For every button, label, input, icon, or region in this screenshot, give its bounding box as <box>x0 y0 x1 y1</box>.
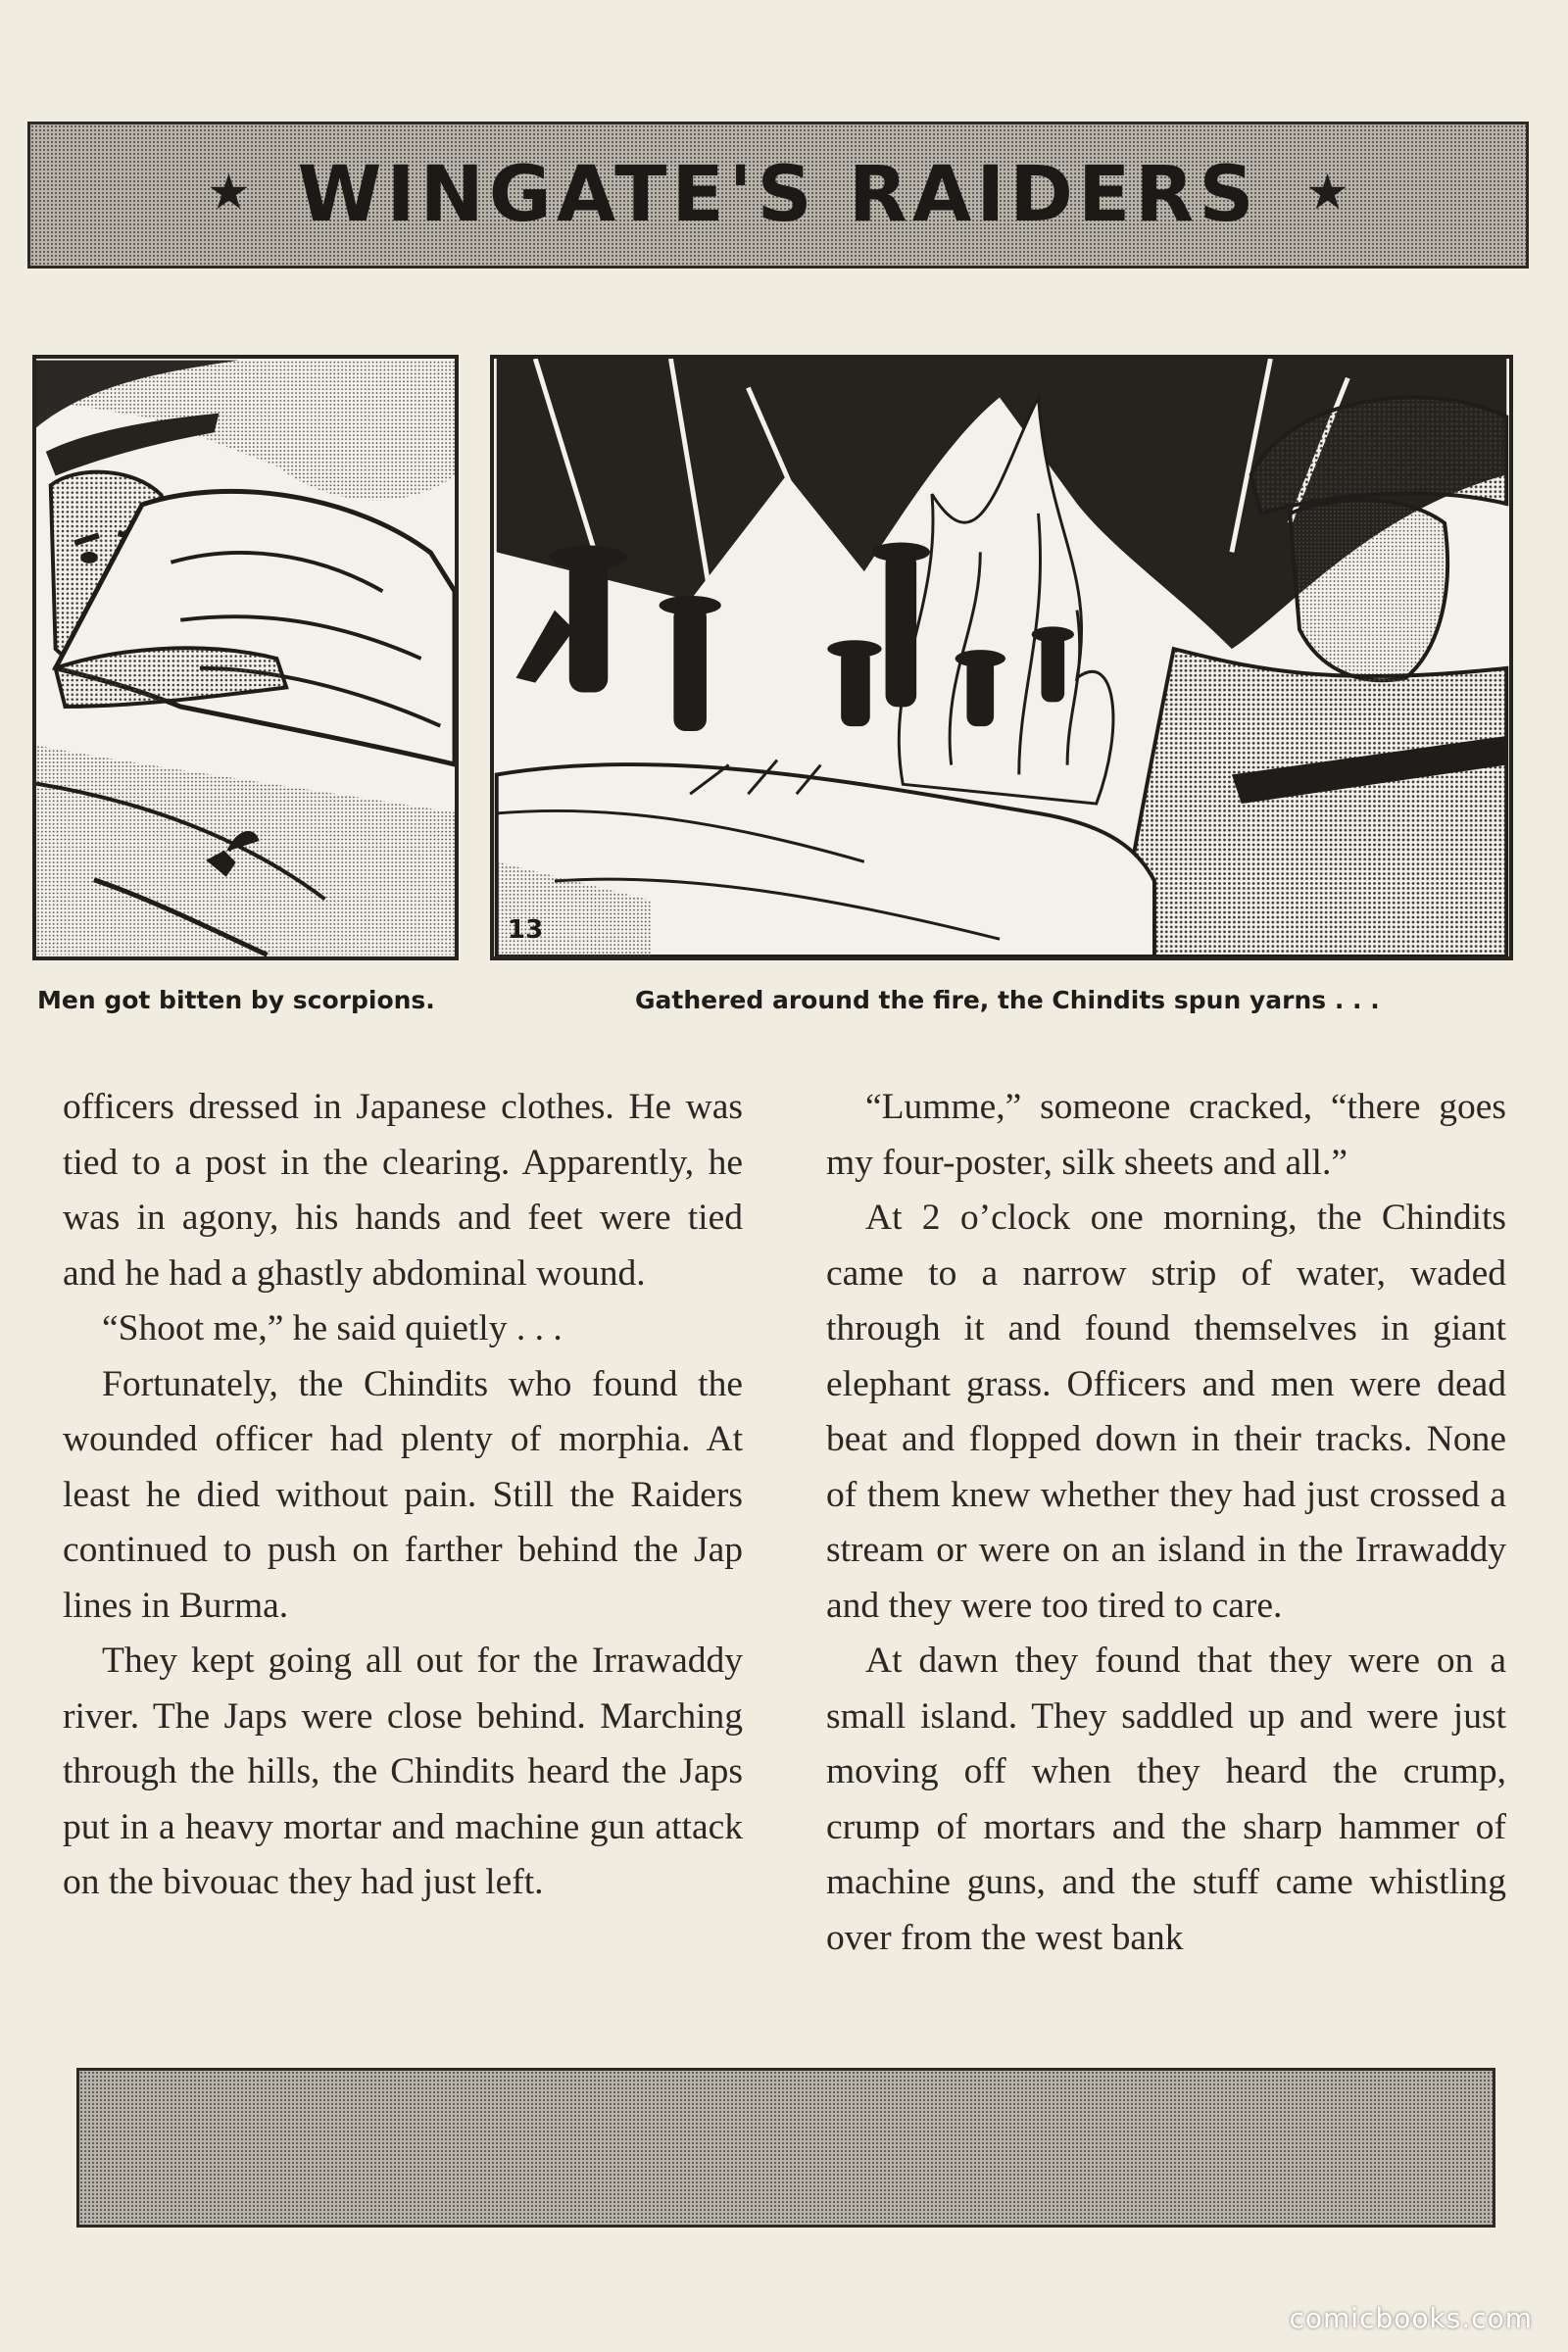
text-column-right <box>826 1080 1506 1966</box>
paragraph: officers dressed in Japanese clothes. He was tied to a post in the clearing. Apparently, he was in agony, his hands and feet were tied and he had a ghastly abdominal wound. <box>63 1087 743 1294</box>
text-column-left <box>63 1080 743 1911</box>
campfire-illustration <box>494 359 1509 956</box>
comic-panel-scorpion <box>32 355 459 960</box>
paragraph: “Shoot me,” he said quietly . . . <box>102 1308 563 1348</box>
caption-campfire: Gathered around the fire, the Chindits spun yarns . . . <box>635 986 1380 1014</box>
page-title: WINGATE'S RAIDERS <box>297 151 1259 239</box>
paragraph: They kept going all out for the Irrawaddy river. The Japs were close behind. Marching through the hills, the Chindits heard the Japs put in a heavy mortar and machine gun attack on the bivouac they had just left. <box>63 1641 743 1902</box>
paragraph: Fortunately, the Chindits who found the wounded officer had plenty of morphia. At least he died without pain. Still the Raiders continued to push on farther behind the Jap lines in Burma. <box>63 1363 743 1626</box>
paragraph: At 2 o’clock one morning, the Chindits came to a narrow strip of water, waded through it and found themselves in giant elephant grass. Officers and men were dead beat and flopped down in their tracks. None of them knew whether they had just crossed a stream or were on an island in the Irrawaddy and they were too tired to care. <box>826 1198 1506 1626</box>
comic-panel-campfire <box>490 355 1513 960</box>
star-icon: ★ <box>207 164 251 220</box>
scorpion-illustration <box>36 359 455 956</box>
paragraph: At dawn they found that they were on a small island. They saddled up and were just moving off when they heard the crump, crump of mortars and the sharp hammer of machine guns, and the stuff came whistling over from the west bank <box>826 1641 1506 1958</box>
panel-number: 13 <box>508 915 544 945</box>
paragraph: “Lumme,” someone cracked, “there goes my four-poster, silk sheets and all.” <box>826 1087 1506 1183</box>
title-banner <box>27 122 1529 269</box>
caption-scorpions: Men got bitten by scorpions. <box>37 986 435 1014</box>
watermark: comicbooks.com <box>1289 2302 1533 2334</box>
bottom-box <box>76 2068 1495 2228</box>
star-icon: ★ <box>1305 164 1349 220</box>
